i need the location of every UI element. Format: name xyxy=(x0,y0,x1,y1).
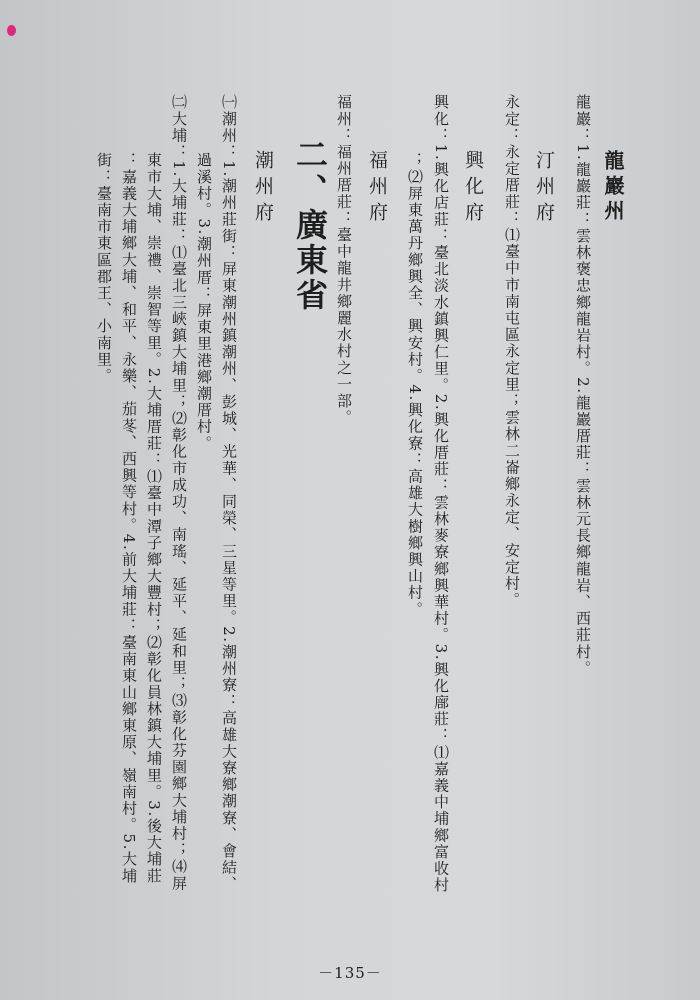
heading-fuzhou-fu: 福州府 xyxy=(366,150,388,228)
heading-longyan-zhou: 龍巖州 xyxy=(601,150,625,225)
heading-xinghua-fu: 興化府 xyxy=(462,150,484,228)
heading-tingzhou-fu: 汀州府 xyxy=(533,150,555,228)
text-column-1: 龍巖：1.龍巖莊：雲林褒忠鄉龍岩村。2.龍巖厝莊：雲林元長鄉龍岩、西莊村。 xyxy=(574,94,592,677)
text-column-7: 過溪村。3.潮州厝：屏東里港鄉潮厝村。 xyxy=(195,152,213,452)
text-column-3: 興化：1.興化店莊：臺北淡水鎮興仁里。2.興化厝莊：雲林麥寮鄉興華村。3.興化廍莊：⑴嘉義中埔鄉富收村 xyxy=(432,94,450,894)
text-column-2: 永定：永定厝莊：⑴臺中市南屯區永定里；雲林二崙鄉永定、安定村。 xyxy=(503,94,521,609)
text-column-4: ；⑵屏東萬丹鄉興全、興安村。4.興化寮：高雄大樹鄉興山村。 xyxy=(406,152,424,618)
text-column-6: ㈠潮州：1.潮州莊街：屏東潮州鎮潮州、彭城、光華、同榮、三星等里。2.潮州寮：高雄大寮鄉潮寮、會結、 xyxy=(220,94,238,893)
text-column-9: 東市大埔、崇禮、崇智等里。2.大埔厝莊：⑴臺中潭子鄉大豐村；⑵彰化員林鎮大埔里。3.後大埔莊 xyxy=(145,152,163,885)
pink-mark xyxy=(7,25,16,36)
heading-chaozhou-fu: 潮州府 xyxy=(252,150,274,228)
text-column-11: 街：臺南市東區郡王、小南里。 xyxy=(95,152,113,385)
page-number: －135－ xyxy=(318,964,382,982)
text-column-10: ：嘉義大埔鄉大埔、和平、永樂、茄苳、西興等村。4.前大埔莊：臺南東山鄉東原、嶺南村。5.大埔 xyxy=(120,152,138,885)
text-column-8: ㈡大埔：1.大埔莊：⑴臺北三峽鎮大埔里；⑵彰化市成功、南瑤、延平、延和里；⑶彰化芬園鄉大埔村；⑷屏 xyxy=(170,94,188,892)
section-heading-guangdong: 二、廣東省 xyxy=(291,138,329,313)
text-column-5: 福州：福州厝莊：臺中龍井鄉麗水村之一部。 xyxy=(335,94,353,426)
